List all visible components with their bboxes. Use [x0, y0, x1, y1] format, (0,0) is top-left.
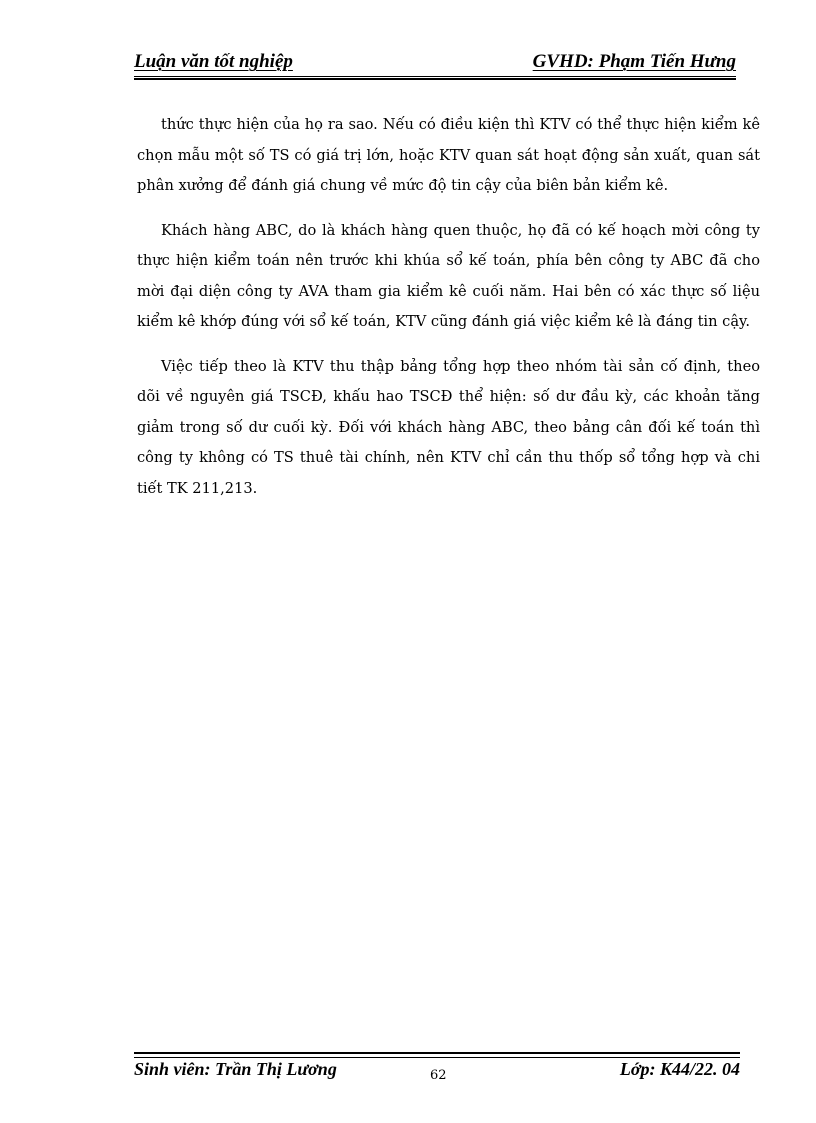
footer-student: Sinh viên: Trần Thị Lương [134, 1059, 337, 1079]
footer-class: Lớp: K44/22. 04 [619, 1059, 740, 1079]
page-number: 62 [430, 1068, 447, 1083]
document-body [137, 110, 760, 518]
footer-rule-thick [134, 1052, 740, 1054]
footer-rule-thin [134, 1057, 740, 1058]
header-supervisor: GVHD: Phạm Tiến Hưng [532, 51, 736, 72]
header-thesis-title: Luận văn tốt nghiệp [134, 51, 293, 72]
paragraph-2: Khách hàng ABC, do là khách hàng quen thuộc, họ đã có kế hoạch mời công ty thực hiện kiểm toán nên trước khi khúa sổ kế toán, phía bên công ty ABC đã cho mời đại diện công ty AVA tham gia kiểm kê cuối năm. Hai bên có xác thực số liệu kiểm kê khớp đúng với sổ kế toán, KTV cũng đánh giá việc kiểm kê là đáng tin cậy. [137, 221, 760, 330]
page-header [134, 48, 736, 77]
page-footer [134, 1052, 740, 1092]
paragraph-3: Việc tiếp theo là KTV thu thập bảng tổng hợp theo nhóm tài sản cố định, theo dõi về nguyên giá TSCĐ, khấu hao TSCĐ thể hiện: số dư đầu kỳ, các khoản tăng giảm trong số dư cuối kỳ. Đối với khách hàng ABC, theo bảng cân đối kế toán thì công ty không có TS thuê tài chính, nên KTV chỉ cần thu thốp sổ tổng hợp và chi tiết TK 211,213. [137, 357, 760, 497]
paragraph-1: thức thực hiện của họ ra sao. Nếu có điều kiện thì KTV có thể thực hiện kiểm kê chọn mẫu một số TS có giá trị lớn, hoặc KTV quan sát hoạt động sản xuất, quan sát phân xưởng để đánh giá chung về mức độ tin cậy của biên bản kiểm kê. [137, 116, 760, 194]
